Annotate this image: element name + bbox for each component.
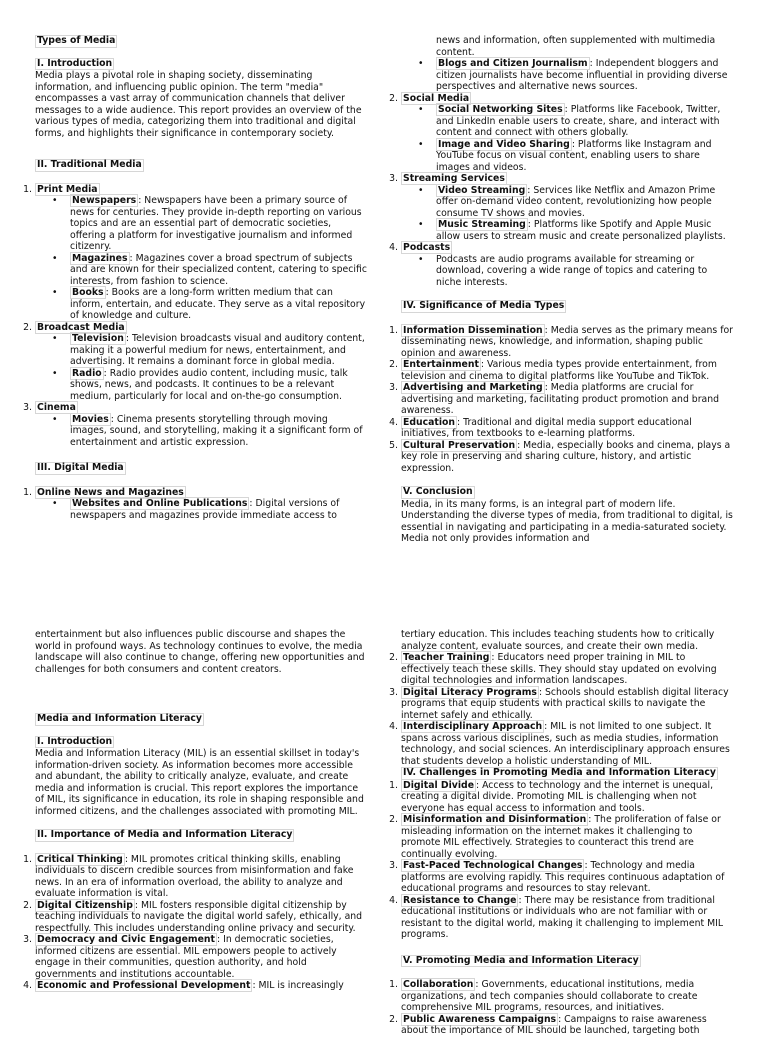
list-item bbox=[389, 652, 733, 687]
term-text: : Television broadcasts visual and auditory content, making it a powerful medium for news, entertainment, and advertising. It remains a dominant force in global media. bbox=[70, 333, 365, 367]
list-number: 2. bbox=[389, 359, 398, 370]
list-number: 1. bbox=[23, 486, 32, 498]
bullet-icon: • bbox=[418, 104, 424, 115]
term: Music Streaming bbox=[438, 219, 526, 230]
section-heading: III. Digital Media bbox=[37, 462, 124, 473]
term: Teacher Training bbox=[403, 652, 490, 663]
list-label: Broadcast Media bbox=[37, 321, 125, 333]
term: Advertising and Marketing bbox=[403, 382, 543, 393]
list-number: 2. bbox=[389, 92, 398, 104]
bullet-item bbox=[35, 253, 367, 288]
term-text: : The proliferation of false or misleading information on the internet makes it challenging to promote MIL effectively. Strategies to counteract this trend are continually evolving. bbox=[401, 814, 721, 860]
list-label: Podcasts bbox=[403, 242, 451, 253]
list-item bbox=[389, 173, 733, 185]
term: Video Streaming bbox=[438, 184, 526, 196]
term-text: : Cinema presents storytelling through moving images, sound, and storytelling, making it a significant form of entertainment and artistic expression. bbox=[70, 413, 363, 448]
section-heading: II. Importance of Media and Information Literacy bbox=[37, 829, 293, 840]
list-item bbox=[23, 980, 367, 992]
bullet-item bbox=[401, 185, 733, 220]
page2-right-column bbox=[389, 629, 733, 1037]
section-heading: V. Promoting Media and Information Literacy bbox=[403, 954, 639, 966]
term-text: : Radio provides audio content, including music, talk shows, news, and podcasts. It continues to be a relevant medium, particularly for local and on-the-go consumption. bbox=[70, 367, 348, 402]
bullet-icon: • bbox=[52, 195, 58, 206]
section-heading: I. Introduction bbox=[37, 735, 113, 747]
list-number: 2. bbox=[389, 1013, 398, 1025]
bullet-icon: • bbox=[52, 252, 58, 264]
section-heading: IV. Challenges in Promoting Media and Information Literacy bbox=[403, 767, 716, 778]
bullet-icon: • bbox=[52, 287, 58, 298]
term-text: : There may be resistance from traditional educational institutions or individuals who are not familiar with or resistant to the digital world, making it challenging to implement MIL programs. bbox=[401, 894, 724, 940]
list-number: 4. bbox=[389, 416, 398, 428]
list-item bbox=[389, 359, 733, 382]
term: Fast-Paced Technological Changes bbox=[403, 860, 583, 871]
term-text: : Schools should establish digital literacy programs that equip students with practical skills to navigate the internet safely and ethically. bbox=[401, 686, 729, 721]
list-item bbox=[23, 402, 367, 414]
term: Digital Literacy Programs bbox=[403, 686, 537, 698]
term: Movies bbox=[72, 413, 109, 425]
list-number: 1. bbox=[23, 183, 32, 195]
term-text: : Services like Netflix and Amazon Prime offer on-demand video content, revolutionizing how people consume TV shows and movies. bbox=[436, 184, 716, 219]
list-item bbox=[389, 860, 733, 895]
list-number: 2. bbox=[389, 814, 398, 825]
list-item bbox=[389, 779, 733, 815]
term-text: : MIL fosters responsible digital citizenship by teaching individuals to navigate the digital world safely, ethically, and respectfully. This includes understanding online privacy and security. bbox=[35, 899, 363, 934]
term-text: : Media platforms are crucial for advertising and marketing, facilitating product promotion and brand awareness. bbox=[401, 382, 720, 416]
doc-title: Media and Information Literacy bbox=[37, 713, 202, 724]
list-item bbox=[389, 439, 733, 475]
page2-left-column bbox=[23, 629, 367, 992]
page1-left-column bbox=[23, 35, 367, 521]
term-text: : MIL promotes critical thinking skills, enabling individuals to discern credible sources from misinformation and fake news. In an era of information overload, the ability to analyze and evaluate information is vital. bbox=[35, 853, 354, 899]
term: Critical Thinking bbox=[37, 853, 123, 865]
term-text: : Magazines cover a broad spectrum of subjects and are known for their specialized content, catering to specific interests, from fashion to science. bbox=[70, 252, 367, 287]
page-2 bbox=[0, 586, 768, 1036]
list-number: 4. bbox=[389, 894, 398, 906]
list-item bbox=[23, 899, 367, 935]
bullet-icon: • bbox=[52, 367, 58, 379]
term: Misinformation and Disinformation bbox=[403, 814, 587, 825]
bullet-item bbox=[35, 287, 367, 322]
doc-title: Types of Media bbox=[37, 35, 116, 46]
term-text: : MIL is not limited to one subject. It spans across various disciplines, such as media studies, information technology, and social sciences. An interdisciplinary approach ensures that students develop a holistic understanding of MIL. bbox=[401, 721, 730, 767]
list-item bbox=[389, 1013, 733, 1037]
list-number: 2. bbox=[389, 652, 398, 663]
bullet-icon: • bbox=[418, 138, 424, 150]
list-number: 2. bbox=[23, 899, 32, 911]
page1-right-column bbox=[389, 35, 733, 545]
term: Magazines bbox=[72, 252, 128, 264]
bullet-icon: • bbox=[52, 413, 58, 425]
list-item bbox=[389, 979, 733, 1014]
bullet-item bbox=[35, 333, 367, 368]
list-number: 3. bbox=[389, 686, 398, 698]
term-text: Podcasts are audio programs available for streaming or download, covering a wide range of topics and catering to niche interests. bbox=[436, 253, 708, 288]
section-heading: V. Conclusion bbox=[403, 486, 473, 497]
list-number: 5. bbox=[389, 439, 398, 451]
list-number: 3. bbox=[23, 934, 32, 945]
term: Websites and Online Publications bbox=[72, 498, 248, 509]
bullet-item bbox=[401, 219, 733, 242]
list-number: 4. bbox=[389, 721, 398, 732]
list-label: Social Media bbox=[403, 92, 470, 104]
term-text: : In democratic societies, informed citizens are essential. MIL empowers people to actively engage in their communities, question authority, and hold governments and institutions accountable. bbox=[35, 934, 337, 980]
list-number: 1. bbox=[389, 779, 398, 791]
list-number: 1. bbox=[389, 979, 398, 990]
list-number: 3. bbox=[389, 860, 398, 871]
list-item bbox=[389, 416, 733, 440]
term-text: : Governments, educational institutions, media organizations, and tech companies should collaborate to create comprehensive MIL programs, resources, and initiatives. bbox=[401, 979, 698, 1013]
bullet-icon: • bbox=[418, 58, 424, 69]
bullet-item bbox=[35, 414, 367, 449]
bullet-item bbox=[401, 58, 733, 93]
term: Radio bbox=[72, 367, 102, 379]
term-text: : Platforms like Spotify and Apple Music allow users to stream music and create personalized playlists. bbox=[436, 219, 726, 242]
term: Newspapers bbox=[72, 195, 137, 206]
term-text: : Platforms like Instagram and YouTube focus on visual content, enabling users to share images and videos. bbox=[436, 138, 712, 173]
term: Economic and Professional Development bbox=[37, 980, 251, 991]
list-number: 3. bbox=[389, 173, 398, 184]
term: Books bbox=[72, 287, 104, 298]
term: Image and Video Sharing bbox=[438, 138, 570, 150]
list-item bbox=[389, 242, 733, 254]
list-item bbox=[23, 853, 367, 900]
term: Television bbox=[72, 333, 124, 344]
term: Interdisciplinary Approach bbox=[403, 721, 543, 732]
bullet-icon: • bbox=[418, 184, 424, 196]
term-text: : Media, especially books and cinema, plays a key role in preserving and sharing culture, history, and artistic expression. bbox=[401, 439, 731, 474]
list-item bbox=[389, 686, 733, 722]
term-text: : Media serves as the primary means for disseminating news, knowledge, and information, shaping public opinion and awareness. bbox=[401, 324, 733, 359]
list-number: 3. bbox=[23, 402, 32, 413]
list-label: Streaming Services bbox=[403, 173, 505, 184]
section-heading: IV. Significance of Media Types bbox=[403, 300, 565, 311]
list-number: 3. bbox=[389, 382, 398, 393]
term: Digital Citizenship bbox=[37, 899, 133, 911]
continued-text bbox=[401, 35, 733, 58]
bullet-item bbox=[35, 195, 367, 253]
list-item bbox=[23, 934, 367, 980]
term: Entertainment bbox=[403, 359, 479, 370]
term-text: : Technology and media platforms are evolving rapidly. This requires continuous adaptation of educational programs and resources to stay relevant. bbox=[401, 860, 725, 894]
list-label: Print Media bbox=[37, 183, 98, 195]
bullet-icon: • bbox=[52, 333, 58, 344]
term: Information Dissemination bbox=[403, 324, 543, 336]
term-text: : Campaigns to raise awareness about the importance of MIL should be launched, targeting both bbox=[401, 1013, 707, 1036]
term: Education bbox=[403, 416, 456, 428]
term: Public Awareness Campaigns bbox=[403, 1013, 557, 1025]
bullet-icon: • bbox=[52, 498, 58, 509]
bullet-item bbox=[401, 104, 733, 139]
paragraph: tertiary education. This includes teaching students how to critically analyze content, evaluate sources, and create their own media. bbox=[401, 629, 715, 652]
term-text: : Traditional and digital media support educational initiatives, from textbooks to e-learning platforms. bbox=[401, 416, 692, 439]
paragraph: entertainment but also influences public discourse and shapes the world in profound ways. As technology continues to evolve, the media landscape will also continue to change, offering new opportunities and challenges for both consumers and content creators. bbox=[35, 629, 365, 675]
term: Social Networking Sites bbox=[438, 104, 563, 115]
term-text: : Digital versions of newspapers and magazines provide immediate access to bbox=[70, 498, 340, 521]
list-number: 1. bbox=[389, 324, 398, 336]
term-text: : MIL is increasingly bbox=[252, 980, 344, 991]
list-item bbox=[389, 324, 733, 360]
bullet-item bbox=[35, 368, 367, 403]
term-text: news and information, often supplemented with multimedia content. bbox=[436, 35, 716, 58]
section-heading: I. Introduction bbox=[37, 57, 113, 69]
list-number: 1. bbox=[23, 853, 32, 865]
list-item bbox=[389, 814, 733, 860]
term: Cultural Preservation bbox=[403, 439, 516, 451]
term: Democracy and Civic Engagement bbox=[37, 934, 215, 945]
list-item bbox=[389, 894, 733, 941]
list-item bbox=[389, 721, 733, 767]
paragraph: Media plays a pivotal role in shaping society, disseminating information, and influencing public opinion. The term "media" encompasses a vast array of communication channels that deliver messages to a wide audience. This report provides an overview of the various types of media, categorizing them into traditional and digital forms, and highlights their significance in contemporary society. bbox=[35, 70, 362, 139]
bullet-item bbox=[35, 498, 367, 521]
term-text: : Books are a long-form written medium that can inform, entertain, and educate. They serve as a vital repository of knowledge and culture. bbox=[70, 287, 366, 321]
paragraph: Media and Information Literacy (MIL) is an essential skillset in today's information-driven society. As information becomes more accessible and abundant, the ability to critically analyze, evaluate, and create media and information is crucial. This report explores the importance of MIL, its significance in education, its role in shaping responsible and informed citizens, and the challenges associated with promoting MIL. bbox=[35, 748, 364, 817]
bullet-icon: • bbox=[418, 253, 424, 265]
list-number: 4. bbox=[389, 242, 398, 253]
list-number: 2. bbox=[23, 321, 32, 333]
term-text: : Various media types provide entertainment, from television and cinema to digital platforms like YouTube and TikTok. bbox=[401, 359, 717, 382]
term-text: : Independent bloggers and citizen journalists have become influential in providing diverse perspectives and alternative news sources. bbox=[436, 58, 728, 92]
paragraph: Media, in its many forms, is an integral part of modern life. Understanding the diverse types of media, from traditional to digital, is essential in navigating and participating in a media-saturated society. Media not only provides information and bbox=[401, 498, 733, 544]
term: Digital Divide bbox=[403, 779, 474, 791]
term-text: : Platforms like Facebook, Twitter, and LinkedIn enable users to create, share, and interact with content and connect with others globally. bbox=[436, 104, 721, 138]
term: Collaboration bbox=[403, 979, 474, 990]
list-label: Online News and Magazines bbox=[37, 486, 184, 498]
section-heading: II. Traditional Media bbox=[37, 159, 142, 170]
list-number: 4. bbox=[23, 980, 32, 991]
bullet-item bbox=[401, 139, 733, 174]
term: Resistance to Change bbox=[403, 894, 517, 906]
bullet-icon: • bbox=[418, 219, 424, 230]
term-text: : Educators need proper training in MIL to effectively teach these skills. They should stay updated on evolving digital technologies and information landscapes. bbox=[401, 652, 717, 686]
list-item bbox=[389, 382, 733, 417]
list-label: Cinema bbox=[37, 402, 76, 413]
term: Blogs and Citizen Journalism bbox=[438, 58, 588, 69]
term-text: : Access to technology and the internet is unequal, creating a digital divide. Promoting MIL is challenging when not everyone has equal access to information and tools. bbox=[401, 779, 714, 814]
bullet-item bbox=[401, 254, 733, 289]
term-text: : Newspapers have been a primary source of news for centuries. They provide in-depth reporting on various topics and are an essential part of democratic societies, offering a platform for investigative journalism and informed citizenry. bbox=[70, 195, 362, 252]
